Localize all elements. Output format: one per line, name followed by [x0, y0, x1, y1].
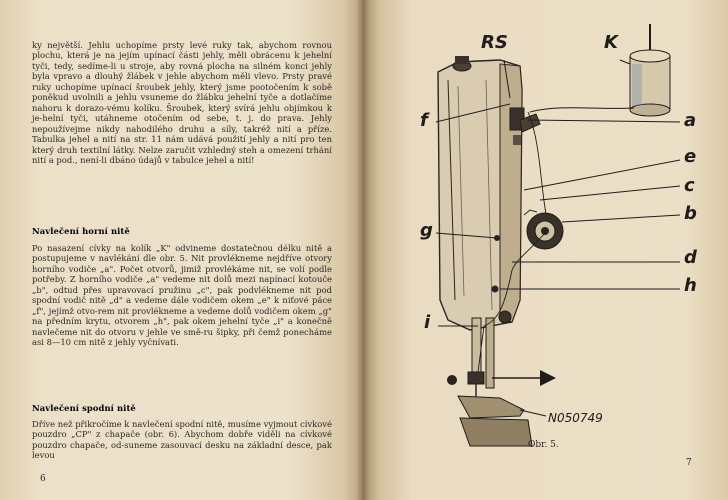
label-e: e	[684, 146, 697, 167]
page-number-right: 7	[686, 458, 692, 468]
upper-guide-a	[513, 135, 521, 145]
thread-line-1	[530, 108, 634, 112]
heading-upper-thread: Navlečení horní nitě	[32, 226, 130, 236]
figure-caption: Obr. 5.	[528, 440, 559, 450]
leader-a	[528, 120, 680, 122]
leader-c	[540, 186, 680, 200]
label-h: h	[684, 275, 697, 296]
needle-clamp	[468, 372, 484, 384]
label-i: i	[424, 312, 431, 333]
front-knob	[499, 311, 511, 323]
spool-top	[630, 50, 670, 62]
spool-thread-shine	[632, 64, 642, 106]
label-c: c	[684, 175, 695, 196]
presser-foot-sole	[460, 418, 532, 446]
tension-disc-hub	[541, 227, 549, 235]
paragraph-2: Po nasazení cívky na kolík „K" odvineme dostatečnou délku nitě a postupujeme v navlékání dle obr. 5. Nit provlékneme nejdříve otvory horního vodiče „a". Počet otvorů, jimiž provlékáme nit, se volí podle potřeby. Z horního vodiče „a" vedeme nit dolů mezi napínací kotouče „b", odtud přes upravovací pružinu „c", pak podvlékneme nit pod spodní vodič nitě „d" a vedeme dále vodičem okem „e" k niťové páce „f", jejímž otvo-rem nit provlékneme a vedeme dolů vodičem okem „g" na předním krytu, otvorem „h", pak okem jehelní tyče „i" a konečně navlečeme nit do otvoru v jehle ve smě-ru šipky, při čemž ponecháme asi 8—10 cm nitě z jehly vyčnívati.	[32, 243, 332, 348]
leader-k	[620, 60, 630, 64]
paragraph-3: Dříve než přikročíme k navlečení spodní nitě, musíme vyjmout cívkové pouzdro „CP" z chapače (obr. 6). Abychom dobře viděli na cívkové pouzdro chapače, od-suneme zasouvací desku na základní desce, pak levou	[32, 419, 332, 461]
machine-side-panel	[500, 64, 522, 322]
presser-foot	[458, 396, 524, 418]
clamp-screw	[447, 375, 457, 385]
paragraph-1: ky největší. Jehlu uchopíme prsty levé ruky tak, abychom rovnou plochu, která je na jejím upínací části jehly, měli obrácenu k jehelní tyči, tedy, sedíme-li u stroje, aby rovná plocha na silném konci jehly byla vpravo a dlouhý žlábek v jehle abychom měli vlevo. Prsty pravé ruky uchopíme upínací šroubek jehly, který jsme pootočením k sobě poněkud uvolnili a jehlu vsuneme do žlábku jehelní tyče a dotlačíme nahoru k dorazo-vému kolíku. Šroubek, který svírá jehlu objímkou k je-helní tyči, utáhneme otočením od sebe, t. j. do prava. Jehly nepoužívejme nikdy nahodilého druhu a síly, takréž nití a příze. Tabulka jehel a nití na str. 11 nám udává použití jehly a nití pro ten který druh textilní látky. Nelze zaručit vzhledný steh a omezení trhání nití a pod., není-li dbáno údajů v tabulce jehel a nití!	[32, 40, 332, 165]
label-f: f	[420, 110, 428, 131]
direction-arrow-head	[540, 370, 556, 386]
top-screw-head	[455, 56, 469, 64]
guide-screw-h	[492, 286, 499, 293]
tension-spring	[524, 210, 537, 215]
serial-number: N050749	[548, 411, 603, 425]
label-g: g	[420, 220, 433, 241]
needle-bar	[472, 318, 481, 378]
heading-lower-thread: Navlečení spodní nitě	[32, 403, 136, 413]
label-k: K	[604, 32, 618, 53]
leader-e	[524, 160, 680, 190]
label-b: b	[684, 203, 697, 224]
label-d: d	[684, 247, 697, 268]
page-number-left: 6	[40, 474, 46, 484]
label-rs: RS	[481, 32, 508, 53]
leader-serial	[520, 410, 546, 416]
leader-b	[562, 215, 680, 222]
label-a: a	[684, 110, 697, 131]
